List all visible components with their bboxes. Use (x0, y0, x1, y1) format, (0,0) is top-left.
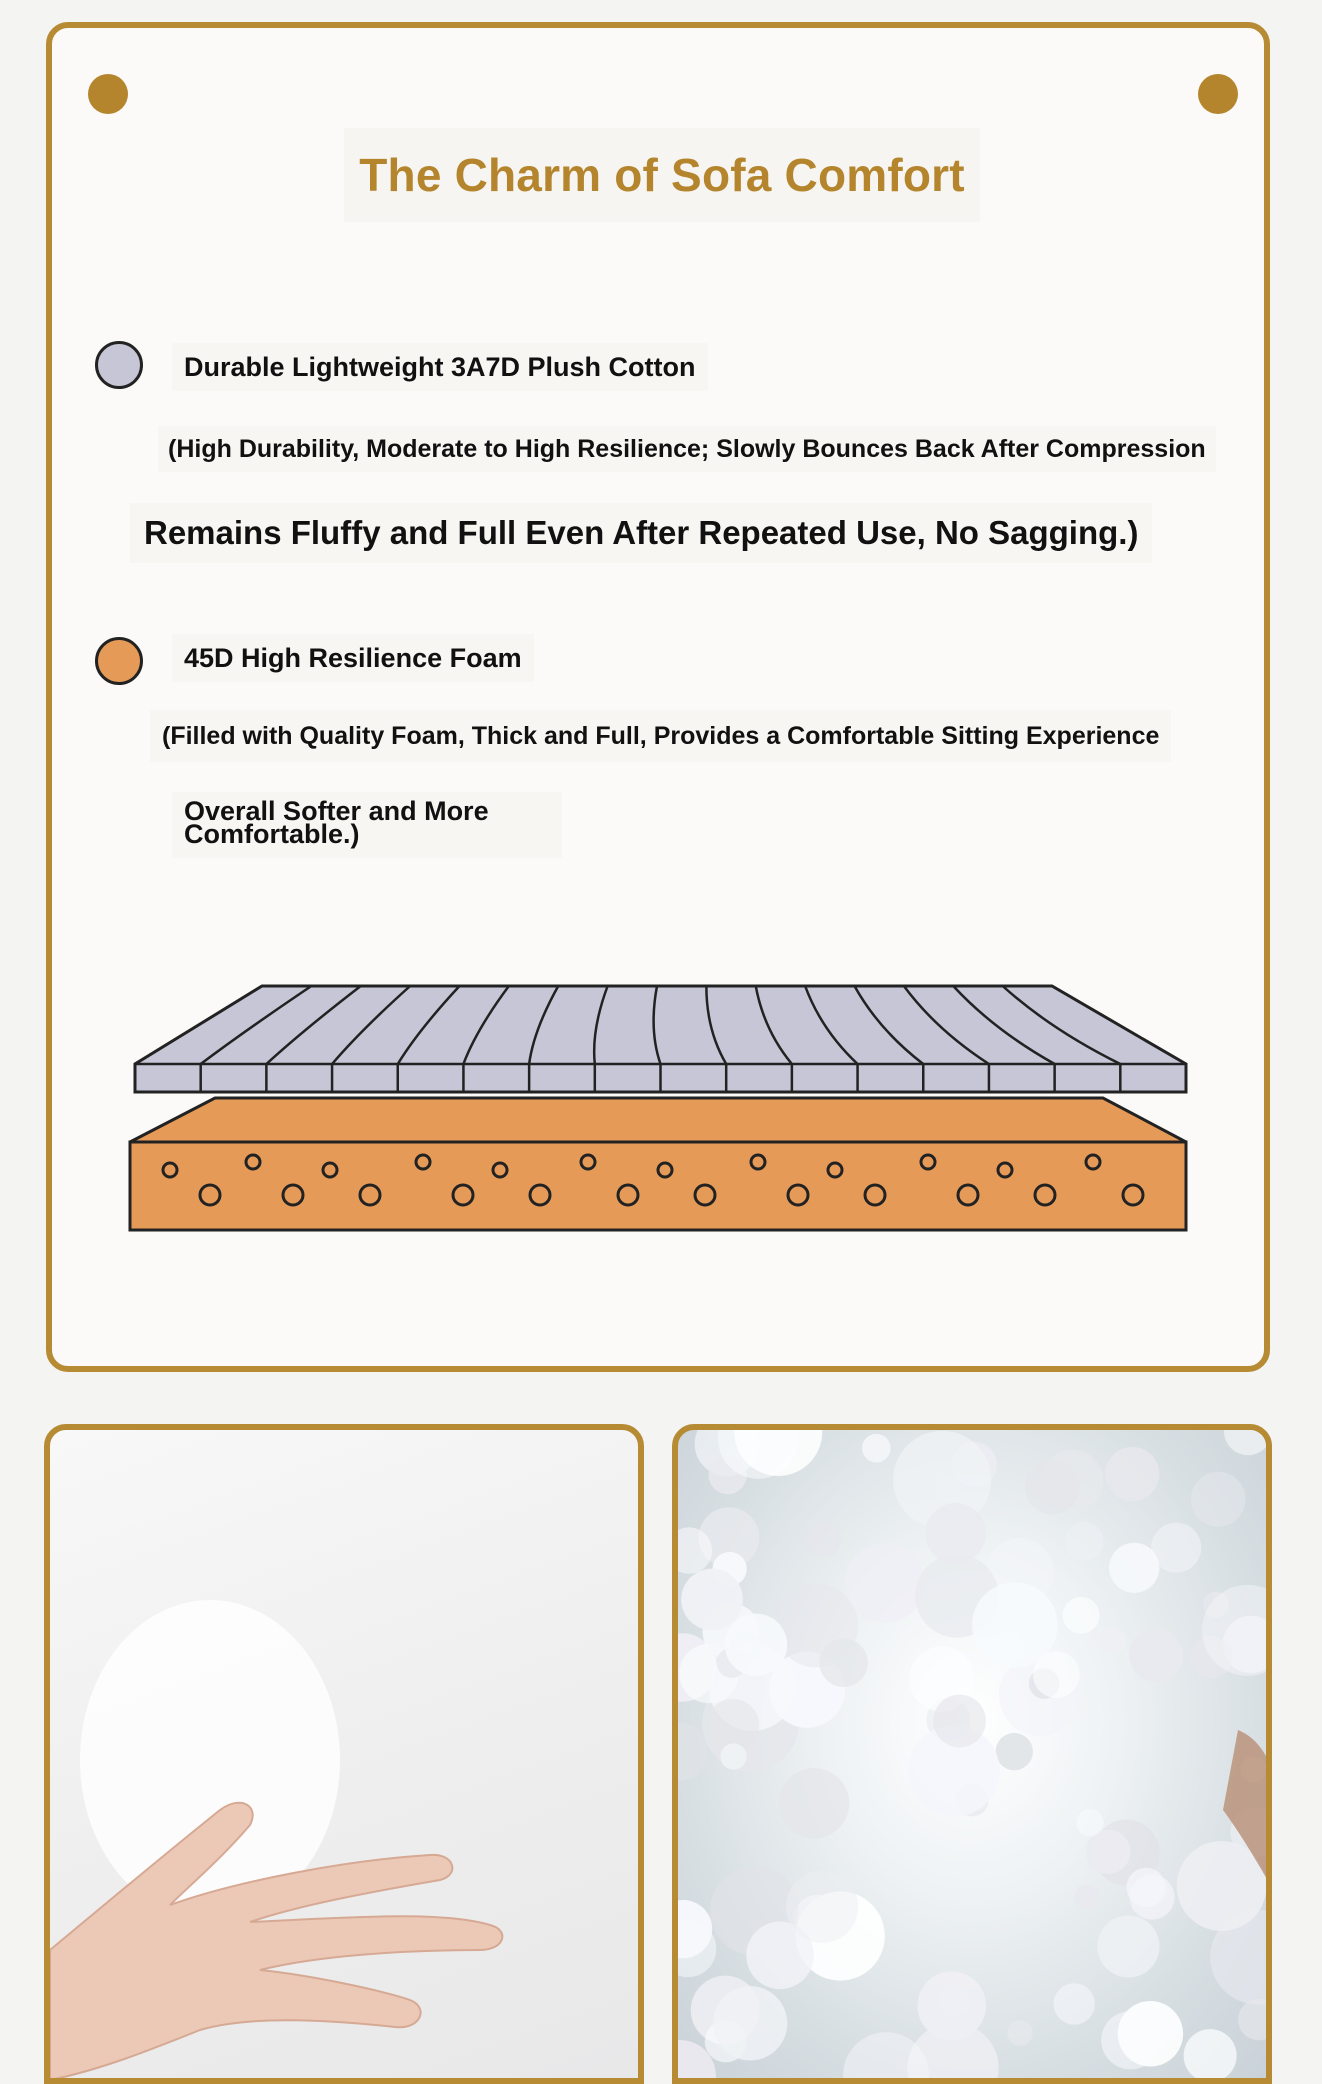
cotton-tuft (681, 1569, 743, 1631)
cotton-tuft (938, 1985, 970, 2017)
cotton-tuft (1191, 1472, 1246, 1527)
foam-heading: 45D High Resilience Foam (172, 634, 534, 682)
cotton-tuft (1063, 1597, 1100, 1634)
plush-cotton-image (678, 1430, 1272, 2084)
cotton-tuft (806, 1522, 841, 1557)
cotton-tuft (1007, 2020, 1032, 2045)
cotton-tuft (996, 1733, 1033, 1770)
orange-circle-icon (95, 637, 143, 685)
cotton-tuft (1224, 1430, 1272, 1455)
foam-texture-photo (44, 1424, 644, 2084)
cotton-tuft (713, 1986, 787, 2060)
cotton-heading: Durable Lightweight 3A7D Plush Cotton (172, 343, 708, 391)
cotton-tuft (1086, 1830, 1130, 1874)
cotton-tuft (1065, 1522, 1104, 1561)
cotton-tuft (845, 1543, 925, 1623)
cotton-tuft (862, 1434, 891, 1463)
cotton-tuft (1105, 1447, 1159, 1501)
hand-pressing-foam-image (50, 1430, 644, 2084)
foam-detail-2: Overall Softer and More Comfortable.) (172, 792, 562, 858)
page-title: The Charm of Sofa Comfort (344, 128, 980, 222)
cotton-tuft (933, 1695, 986, 1748)
cotton-detail-2: Remains Fluffy and Full Even After Repeated Use, No Sagging.) (130, 503, 1152, 563)
cotton-tuft (1097, 1915, 1159, 1977)
decorative-dot-left (88, 74, 128, 114)
cotton-tuft (1238, 1999, 1272, 2040)
cotton-fluff (678, 1430, 1272, 2084)
cotton-tuft (819, 1639, 867, 1687)
gray-circle-icon (95, 341, 143, 389)
cotton-layer (135, 986, 1186, 1092)
cotton-tuft (1100, 1628, 1126, 1654)
cotton-tuft (1025, 1460, 1080, 1515)
cotton-tuft (720, 1743, 746, 1769)
cotton-tuft (1109, 1543, 1159, 1593)
cotton-tuft (725, 1614, 787, 1676)
cotton-tuft (1129, 1628, 1182, 1681)
cotton-tuft (1126, 1868, 1165, 1907)
cotton-tuft (1074, 1884, 1099, 1909)
cotton-tuft (1076, 1809, 1103, 1836)
cotton-tuft (1101, 2011, 1159, 2069)
cotton-detail-1: (High Durability, Moderate to High Resilience; Slowly Bounces Back After Compression (158, 426, 1216, 472)
cotton-tuft (779, 1768, 849, 1838)
cushion-layers-diagram (120, 970, 1200, 1240)
cotton-tuft (843, 2032, 929, 2084)
cotton-tuft (1053, 1983, 1094, 2024)
cotton-fiber-photo (672, 1424, 1272, 2084)
foam-layer (130, 1098, 1186, 1230)
foam-detail-1: (Filled with Quality Foam, Thick and Full, Provides a Comfortable Sitting Experience (150, 710, 1171, 762)
cotton-tuft (786, 1871, 858, 1943)
cotton-tuft (972, 1582, 1058, 1668)
decorative-dot-right (1198, 74, 1238, 114)
cotton-tuft (1184, 2029, 1237, 2082)
